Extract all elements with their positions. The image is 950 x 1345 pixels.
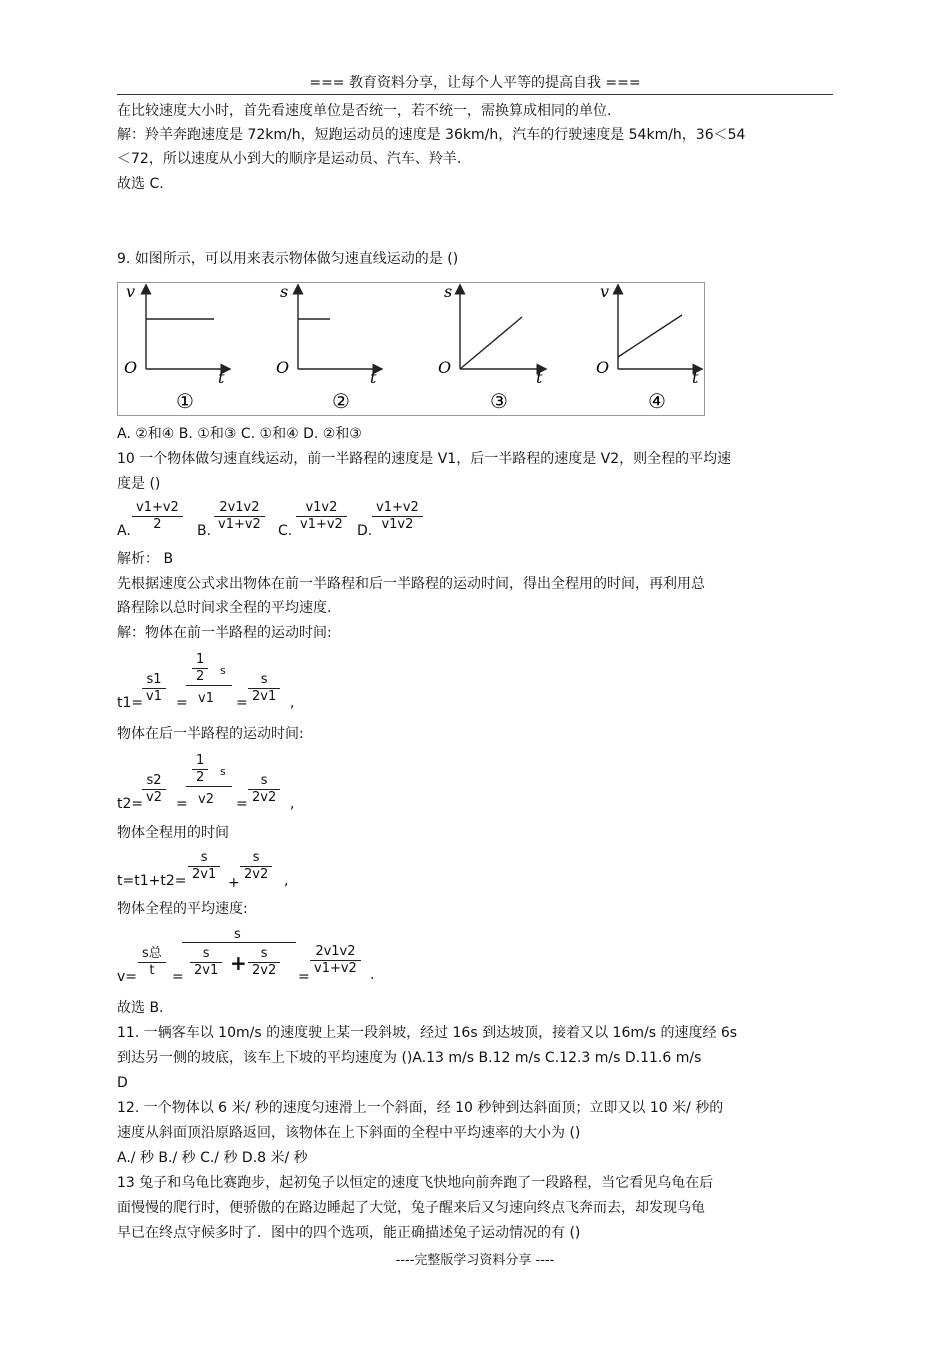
graph-4-origin: O xyxy=(596,358,610,377)
v-frac-b2: $\frac{s}{2v2}$ xyxy=(248,946,280,979)
graph-1-xaxis: t xyxy=(218,368,225,387)
text-line: 在比较速度大小时，首先看速度单位是否统一，若不统一，需换算成相同的单位. xyxy=(117,103,612,119)
comma: , xyxy=(290,695,295,711)
plus-sign: + xyxy=(228,875,240,891)
option-b-fraction: $\frac{2v1v2}{v1+v2}$ xyxy=(214,500,265,533)
text-line: ＜72，所以速度从小到大的顺序是运动员、汽车、羚羊. xyxy=(117,151,462,167)
t2-frac-1: $\frac{s2}{v2}$ xyxy=(142,773,166,806)
t2-frac-half: $\frac{1}{2}$ xyxy=(192,753,208,786)
question-9-options: A. ②和④ B. ①和③ C. ①和④ D. ②和③ xyxy=(117,426,362,442)
equals-sign: = xyxy=(236,695,248,711)
text-line: 故选 C. xyxy=(117,176,164,192)
v-frac-b1: $\frac{s}{2v1}$ xyxy=(190,946,222,979)
answer-line: 故选 B. xyxy=(117,1000,164,1016)
t1-frac-1: $\frac{s1}{v1}$ xyxy=(142,672,166,705)
v-frac-1: s总 t xyxy=(138,946,166,979)
graph-4-label: ④ xyxy=(648,389,666,413)
graph-1-yaxis: v xyxy=(126,283,136,301)
t2-s: s xyxy=(220,765,226,778)
comma: , xyxy=(290,796,295,812)
graph-1-label: ① xyxy=(176,389,194,413)
t2-label: t2= xyxy=(117,796,144,812)
option-a-fraction: $\frac{v1+v2}{2}$ xyxy=(132,500,183,533)
question-11: D xyxy=(117,1075,128,1091)
t1-frac-half: $\frac{1}{2}$ xyxy=(192,652,208,685)
period: . xyxy=(370,967,375,983)
graph-3-origin: O xyxy=(438,358,452,377)
t1-s: s xyxy=(220,664,226,677)
option-b-label: B. xyxy=(197,523,212,539)
graph-3-label: ③ xyxy=(490,389,508,413)
question-13: 早已在终点守候多时了．图中的四个选项，能正确描述兔子运动情况的有 () xyxy=(117,1225,581,1241)
t1-den: v1 xyxy=(198,691,214,706)
text-line: 解：羚羊奔跑速度是 72km/h，短跑运动员的速度是 36km/h，汽车的行驶速度是 54km/h，36＜54 xyxy=(117,127,746,143)
page-footer: ----完整版学习资料分享 ---- xyxy=(395,1253,555,1268)
question-10: 度是 () xyxy=(117,476,161,492)
text-line: 物体全程用的时间 xyxy=(117,825,229,841)
graph-4-yaxis: v xyxy=(600,283,610,301)
analysis-label: 解析： B xyxy=(117,551,174,567)
graphs-svg xyxy=(118,283,704,415)
question-13: 13 兔子和乌龟比赛跑步，起初兔子以恒定的速度飞快地向前奔跑了一段路程，当它看见乌龟在后 xyxy=(117,1175,714,1191)
t-frac-1: $\frac{s}{2v1}$ xyxy=(188,850,220,883)
comma: , xyxy=(284,873,289,889)
t-total-label: t=t1+t2= xyxy=(117,873,187,889)
equals-sign: = xyxy=(176,695,188,711)
t1-label: t1= xyxy=(117,695,144,711)
option-d-fraction: $\frac{v1+v2}{v1v2}$ xyxy=(372,500,423,533)
graph-2-origin: O xyxy=(276,358,290,377)
question-9: 9. 如图所示，可以用来表示物体做匀速直线运动的是 () xyxy=(117,251,459,267)
question-13: 面慢慢的爬行时，便骄傲的在路边睡起了大觉，兔子醒来后又匀速向终点飞奔而去，却发现乌龟 xyxy=(117,1200,705,1216)
text-line: 解：物体在前一半路程的运动时间: xyxy=(117,625,332,641)
question-12: 12. 一个物体以 6 米/ 秒的速度匀速滑上一个斜面，经 10 秒钟到达斜面顶；立即又以 10 米/ 秒的 xyxy=(117,1100,724,1116)
equals-sign: = xyxy=(298,969,310,985)
t2-frac-3: $\frac{s}{2v2}$ xyxy=(248,773,280,806)
text-line: 物体全程的平均速度: xyxy=(117,901,248,917)
graph-2-label: ② xyxy=(332,389,350,413)
plus-sign: + xyxy=(230,951,247,975)
graph-4-xaxis: t xyxy=(692,368,699,387)
text-line: 先根据速度公式求出物体在前一半路程和后一半路程的运动时间，得出全程用的时间，再利用总 xyxy=(117,576,705,592)
equals-sign: = xyxy=(172,969,184,985)
question-11: 到达另一侧的坡底，该车上下坡的平均速度为 ()A.13 m/s B.12 m/s C.12.3 m/s D.11.6 m/s xyxy=(117,1050,702,1066)
t-frac-2: $\frac{s}{2v2}$ xyxy=(240,850,272,883)
graph-1 xyxy=(124,283,226,413)
question-11: 11. 一辆客车以 10m/s 的速度驶上某一段斜坡，经过 16s 到达坡顶，接着又以 16m/s 的速度经 6s xyxy=(117,1025,738,1041)
option-a-label: A. xyxy=(117,523,131,539)
v-frac-result: $\frac{2v1v2}{v1+v2}$ xyxy=(310,944,361,977)
v-main-bar xyxy=(182,942,296,943)
header-rule xyxy=(117,94,833,95)
text-line: 路程除以总时间求全程的平均速度. xyxy=(117,600,332,616)
option-c-fraction: $\frac{v1v2}{v1+v2}$ xyxy=(296,500,347,533)
graph-3-yaxis: s xyxy=(444,283,453,301)
graph-2-xaxis: t xyxy=(370,368,377,387)
graph-2 xyxy=(276,283,378,413)
graph-3-xaxis: t xyxy=(536,368,543,387)
question-12: 速度从斜面顶沿原路返回，该物体在上下斜面的全程中平均速率的大小为 () xyxy=(117,1125,581,1141)
t1-fraction-bar xyxy=(186,685,232,686)
v-top-s: s xyxy=(234,927,241,942)
t1-frac-3: $\frac{s}{2v1}$ xyxy=(248,672,280,705)
graph-2-yaxis: s xyxy=(280,283,289,301)
option-c-label: C. xyxy=(278,523,293,539)
text-line: 物体在后一半路程的运动时间: xyxy=(117,726,304,742)
question-10: 10 一个物体做匀速直线运动，前一半路程的速度是 V1，后一半路程的速度是 V2，则全程的平均速 xyxy=(117,451,732,467)
v-label: v= xyxy=(117,969,138,985)
question-12-options: A./ 秒 B./ 秒 C./ 秒 D.8 米/ 秒 xyxy=(117,1150,308,1166)
motion-graphs-figure xyxy=(117,282,705,416)
page-header: === 教育资料分享，让每个人平等的提高自我 === xyxy=(309,75,641,91)
t2-den: v2 xyxy=(198,792,214,807)
graph-3 xyxy=(438,283,543,413)
equals-sign: = xyxy=(236,796,248,812)
equals-sign: = xyxy=(176,796,188,812)
option-d-label: D. xyxy=(357,523,373,539)
graph-1-origin: O xyxy=(124,358,138,377)
t2-fraction-bar xyxy=(186,786,232,787)
graph-4 xyxy=(596,283,699,413)
